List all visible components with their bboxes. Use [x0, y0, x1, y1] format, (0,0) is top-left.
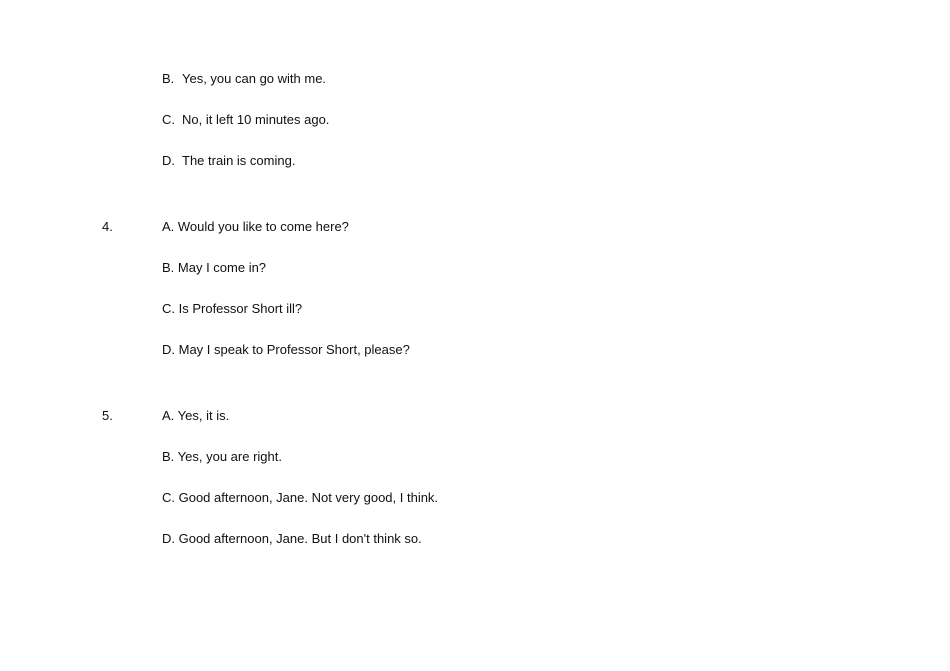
option-letter: C.	[162, 112, 175, 127]
option-5c: C. Good afternoon, Jane. Not very good, I think.	[162, 490, 439, 505]
option-letter: B.	[162, 71, 175, 86]
option-5b: B. Yes, you are right.	[162, 449, 282, 464]
option-text: The train is coming.	[182, 153, 296, 168]
option-5a: A. Yes, it is.	[162, 408, 230, 423]
question-number: 5.	[102, 408, 113, 423]
question-number: 4.	[102, 219, 113, 234]
option-4d: D. May I speak to Professor Short, please?	[162, 342, 410, 357]
option-3c	[162, 112, 329, 128]
option-4b: B. May I come in?	[162, 260, 267, 275]
option-text: No, it left 10 minutes ago.	[182, 112, 330, 127]
option-text: Yes, you can go with me.	[182, 71, 327, 86]
option-5d: D. Good afternoon, Jane. But I don't think so.	[162, 531, 422, 546]
option-4c: C. Is Professor Short ill?	[162, 301, 303, 316]
option-3b	[162, 71, 326, 87]
option-4a: A. Would you like to come here?	[162, 219, 349, 234]
option-letter: D.	[162, 153, 175, 168]
option-3d	[162, 153, 295, 169]
